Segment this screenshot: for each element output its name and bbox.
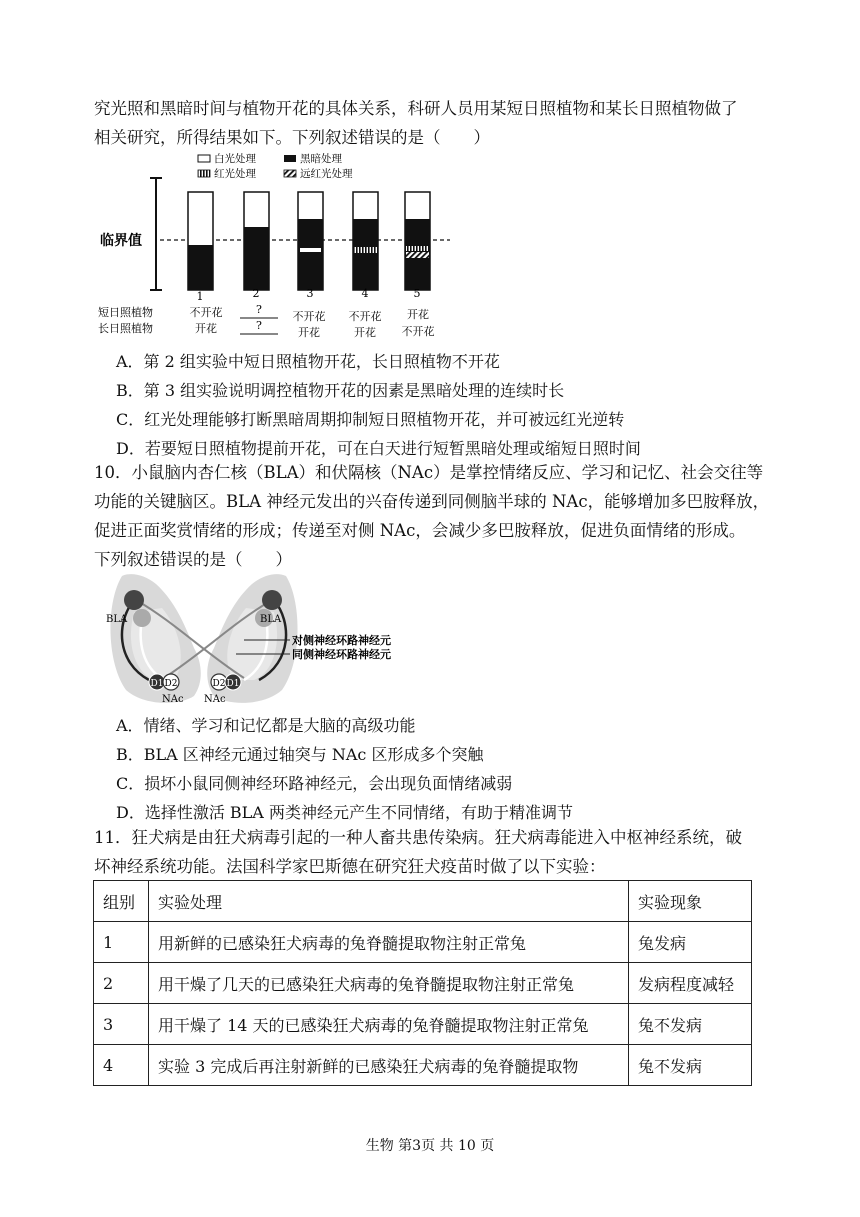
table-header-row (94, 881, 752, 922)
q11-line-2: 坏神经系统功能。法国科学家巴斯德在研究狂犬疫苗时做了以下实验： (94, 857, 606, 876)
photoperiod-figure (98, 150, 458, 345)
q9-option-b: B．第 3 组实验说明调控植物开花的因素是黑暗处理的连续时长 (116, 381, 565, 400)
left-bla-contra-neuron (124, 590, 144, 610)
legend-far-red-swatch (284, 170, 296, 177)
bar-group-2 (244, 192, 269, 290)
table-cell-treatment: 用新鲜的已感染狂犬病毒的兔脊髓提取物注射正常兔 (149, 922, 629, 963)
legend-far-red: 远红光处理 (300, 168, 353, 180)
threshold-label: 临界值 (100, 233, 142, 249)
legend-dark-swatch (284, 155, 296, 162)
q10-option-c: C．损坏小鼠同侧神经环路神经元，会出现负面情绪减弱 (116, 774, 513, 793)
table-header-treatment: 实验处理 (149, 881, 629, 922)
long-day-result-5: 不开花 (401, 325, 435, 338)
legend-red-swatch (198, 170, 210, 177)
left-bla-label: BLA (106, 614, 128, 625)
long-day-result-4: 开花 (354, 326, 376, 339)
right-d1-label: D1 (226, 679, 240, 689)
table-row (94, 922, 752, 963)
table-cell-result: 兔发病 (629, 922, 752, 963)
bar-group-4 (353, 192, 378, 290)
group-label-5: 5 (413, 287, 421, 300)
row-label-long-day: 长日照植物 (98, 322, 153, 335)
row-label-short-day: 短日照植物 (98, 306, 153, 319)
group-label-4: 4 (361, 287, 369, 300)
short-day-result-4: 不开花 (348, 310, 382, 323)
page-footer: 生物 第3页 共 10 页 (365, 1138, 495, 1154)
short-day-result-1: 不开花 (189, 306, 223, 319)
bar-group-1 (188, 192, 213, 290)
table-cell-group: 1 (94, 922, 149, 963)
q11-line-1: 11．狂犬病是由狂犬病毒引起的一种人畜共患传染病。狂犬病毒能进入中枢神经系统，破 (94, 828, 742, 847)
bar-group-5 (405, 192, 430, 290)
left-nac-label: NAc (162, 694, 184, 705)
group-label-2: 2 (252, 287, 260, 300)
q10-option-d: D．选择性激活 BLA 两类神经元产生不同情绪，有助于精准调节 (116, 803, 573, 822)
q10-line-1: 10．小鼠脑内杏仁核（BLA）和伏隔核（NAc）是掌控情绪反应、学习和记忆、社会交往等 (94, 463, 764, 482)
long-day-result-2: ? (256, 319, 262, 332)
right-bla-label: BLA (260, 614, 282, 625)
right-d2-label: D2 (212, 679, 226, 689)
table-row (94, 1045, 752, 1086)
left-d1-label: D1 (150, 679, 164, 689)
left-bla-ipsi-neuron (133, 609, 151, 627)
q10-line-4: 下列叙述错误的是（ ） (94, 550, 292, 569)
right-nac-label: NAc (204, 694, 226, 705)
left-d2-label: D2 (164, 679, 178, 689)
q10-option-a: A．情绪、学习和记忆都是大脑的高级功能 (116, 716, 416, 735)
table-cell-group: 2 (94, 963, 149, 1004)
short-day-result-3: 不开花 (292, 310, 326, 323)
group-label-1: 1 (196, 290, 204, 303)
table-row (94, 963, 752, 1004)
experiment-table (93, 880, 752, 1086)
ipsilateral-neuron-label: 同侧神经环路神经元 (292, 648, 391, 661)
table-header-group: 组别 (94, 881, 149, 922)
contralateral-neuron-label: 对侧神经环路神经元 (292, 634, 391, 647)
table-cell-result: 兔不发病 (629, 1045, 752, 1086)
table-cell-treatment: 用干燥了几天的已感染狂犬病毒的兔脊髓提取物注射正常兔 (149, 963, 629, 1004)
table-row (94, 1004, 752, 1045)
table-cell-treatment: 实验 3 完成后再注射新鲜的已感染狂犬病毒的兔脊髓提取物 (149, 1045, 629, 1086)
q9-intro-line-1: 究光照和黑暗时间与植物开花的具体关系，科研人员用某短日照植物和某长日照植物做了 (94, 99, 738, 118)
brain-circuit-figure (104, 572, 414, 708)
q9-intro-line-2: 相关研究，所得结果如下。下列叙述错误的是（ ） (94, 128, 490, 147)
table-cell-group: 4 (94, 1045, 149, 1086)
legend-white: 白光处理 (214, 153, 256, 165)
q10-option-b: B．BLA 区神经元通过轴突与 NAc 区形成多个突触 (116, 745, 484, 764)
table-cell-result: 发病程度减轻 (629, 963, 752, 1004)
short-day-result-2: ? (256, 303, 262, 316)
table-cell-group: 3 (94, 1004, 149, 1045)
legend (198, 152, 353, 180)
legend-red: 红光处理 (214, 168, 256, 180)
long-day-result-3: 开花 (298, 326, 320, 339)
short-day-result-5: 开花 (407, 308, 429, 321)
long-day-result-1: 开花 (195, 322, 217, 335)
q10-line-3: 促进正面奖赏情绪的形成；传递至对侧 NAc，会减少多巴胺释放，促进负面情绪的形成。 (94, 521, 746, 540)
q9-option-a: A．第 2 组实验中短日照植物开花，长日照植物不开花 (116, 352, 500, 371)
q10-line-2: 功能的关键脑区。BLA 神经元发出的兴奋传递到同侧脑半球的 NAc，能够增加多巴胺释放， (94, 492, 770, 511)
bar-group-3 (298, 192, 323, 290)
legend-dark: 黑暗处理 (300, 153, 342, 165)
group-label-3: 3 (306, 287, 314, 300)
q9-option-c: C．红光处理能够打断黑暗周期抑制短日照植物开花，并可被远红光逆转 (116, 410, 625, 429)
table-header-result: 实验现象 (629, 881, 752, 922)
right-bla-contra-neuron (262, 590, 282, 610)
legend-white-swatch (198, 155, 210, 162)
table-cell-result: 兔不发病 (629, 1004, 752, 1045)
q9-option-d: D．若要短日照植物提前开花，可在白天进行短暂黑暗处理或缩短日照时间 (116, 439, 641, 458)
table-cell-treatment: 用干燥了 14 天的已感染狂犬病毒的兔脊髓提取物注射正常兔 (149, 1004, 629, 1045)
